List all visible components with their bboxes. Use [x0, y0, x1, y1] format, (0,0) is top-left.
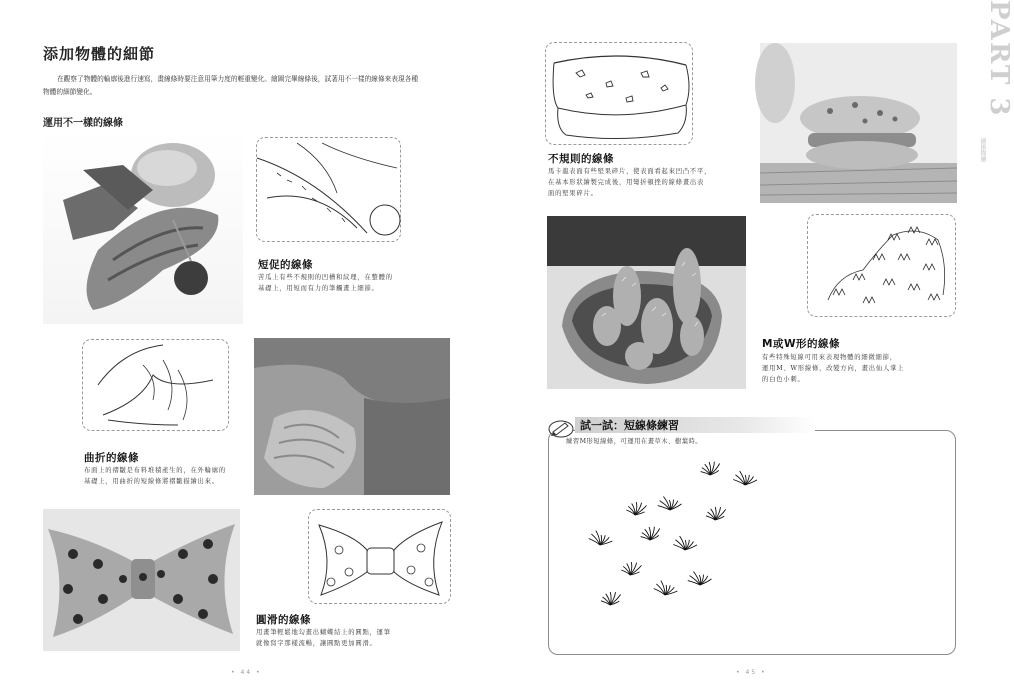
- grass-tuft: [701, 462, 720, 475]
- grass-tuft: [673, 536, 697, 550]
- macaron-sketch: [545, 42, 693, 145]
- page-number-left: • 44 •: [231, 669, 262, 676]
- fabric-sketch: [82, 339, 229, 431]
- grass-practice-drawing: [570, 455, 780, 625]
- grass-tuft: [626, 502, 646, 515]
- cactus-sketch: [807, 214, 956, 317]
- grass-tuft: [589, 531, 613, 545]
- caption-body-mw-lines-2: 運用M、W形線條，改變方向，畫出仙人掌上: [762, 365, 905, 372]
- caption-title-mw-lines: M或W形的線條: [762, 338, 841, 350]
- page-title: 添加物體的細節: [43, 45, 156, 63]
- intro-line-1: 在觀察了物體的輪廓後進行速寫，畫線條時要注意用筆力度的輕重變化。繪圖完畢線條後，試著用不一樣的線條來表現各種: [57, 75, 419, 83]
- macaron-photo: [760, 43, 957, 203]
- practice-title: 試一試：短線條練習: [580, 419, 679, 432]
- grass-tuft: [688, 572, 712, 585]
- intro-line-2: 物體的細節變化。: [43, 88, 97, 96]
- grass-tuft: [621, 562, 641, 575]
- caption-title-irregular-lines: 不規則的線條: [548, 153, 614, 165]
- practice-instruction: 練習M形短線條，可運用在畫草木、樹葉時。: [566, 438, 703, 445]
- caption-body-smooth-lines-2: 就像寫字那樣流暢，讓圓點更加圓滑。: [256, 640, 377, 647]
- caption-body-zigzag-lines-2: 基礎上，用曲折的短線條將褶皺描繪出來。: [84, 478, 219, 485]
- caption-body-short-lines-2: 基礎上，用短而有力的筆觸畫上細節。: [258, 285, 379, 292]
- caption-body-irregular-lines-3: 面的堅果碎片。: [548, 190, 598, 197]
- grass-tuft: [641, 527, 660, 540]
- caption-body-irregular-lines-2: 在基本形狀繪製完成後，用彎折頓挫的線條畫出表: [548, 179, 705, 186]
- denim-photo: [254, 338, 450, 495]
- caption-body-mw-lines-1: 有些特殊短線可用來表現物體的細微細節，: [762, 354, 897, 361]
- grass-tuft: [733, 471, 757, 485]
- caption-title-smooth-lines: 圓滑的線條: [256, 614, 311, 626]
- pencil-icon: [548, 416, 574, 438]
- grass-tuft: [654, 581, 678, 595]
- caption-body-smooth-lines-1: 用畫筆輕鬆地勾畫出蝴蝶結上的圓點，運筆: [256, 629, 391, 636]
- page-number-right: • 45 •: [736, 669, 767, 676]
- cactus-photo: [547, 216, 746, 389]
- bow-photo: [43, 509, 240, 651]
- caption-title-short-lines: 短促的線條: [258, 259, 313, 271]
- caption-body-short-lines-1: 苦瓜上有些不規則的凹槽和紋理，在整體的: [258, 274, 393, 281]
- bow-sketch: [308, 509, 451, 604]
- part-label: PART 3: [984, 0, 1014, 118]
- caption-title-zigzag-lines: 曲折的線條: [84, 452, 139, 464]
- grass-tuft: [706, 507, 726, 520]
- caption-body-zigzag-lines-1: 布面上的褶皺是布料堆積產生的，在外輪廓的: [84, 467, 226, 474]
- caption-body-mw-lines-3: 的白色小刺。: [762, 376, 805, 383]
- section-heading: 運用不一樣的線條: [43, 118, 123, 129]
- part-subtitle: 細節描繪: [979, 138, 986, 162]
- grass-tuft: [658, 497, 682, 510]
- caption-body-irregular-lines-1: 馬卡龍表面有些堅果碎片，使表面看起來凹凸不平，: [548, 168, 712, 175]
- vegetables-photo: [43, 130, 243, 324]
- bitter-melon-sketch: [256, 137, 401, 242]
- grass-tuft: [601, 592, 621, 605]
